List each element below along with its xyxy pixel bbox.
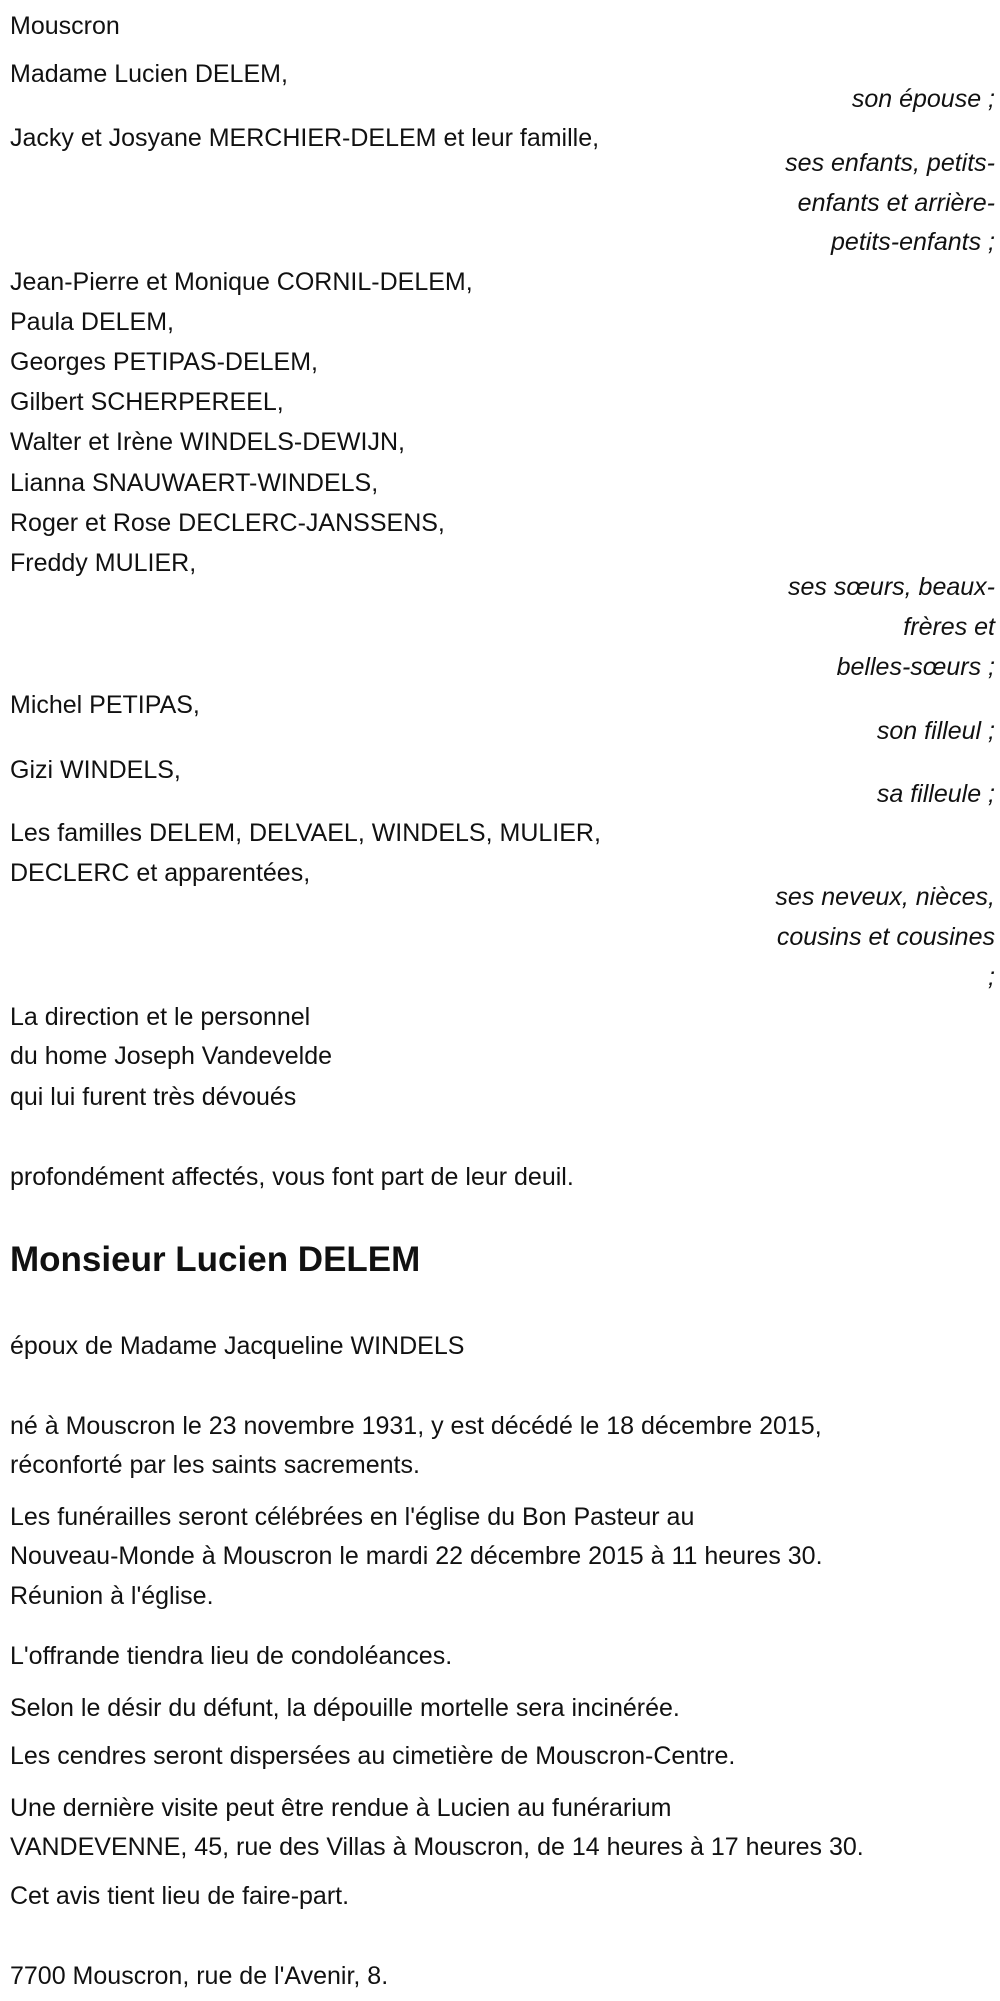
relation: ses neveux, nièces,	[775, 883, 995, 911]
family-name: Walter et Irène WINDELS-DEWIJN,	[10, 428, 405, 456]
relation: sa filleule ;	[876, 780, 995, 808]
address: 7700 Mouscron, rue de l'Avenir, 8.	[10, 1962, 389, 1990]
paragraph-line: VANDEVENNE, 45, rue des Villas à Mouscron, de 14 heures à 17 heures 30.	[10, 1833, 864, 1861]
family-name: du home Joseph Vandevelde	[10, 1042, 332, 1070]
deceased-name: Monsieur Lucien DELEM	[10, 1240, 421, 1279]
family-name: Gilbert SCHERPEREEL,	[10, 388, 284, 416]
relation: son filleul ;	[876, 717, 995, 745]
relation: frères et	[903, 613, 995, 641]
paragraph-line: né à Mouscron le 23 novembre 1931, y est décédé le 18 décembre 2015,	[10, 1412, 822, 1440]
paragraph-line: Nouveau-Monde à Mouscron le mardi 22 décembre 2015 à 11 heures 30.	[10, 1542, 823, 1570]
family-name: Georges PETIPAS-DELEM,	[10, 348, 318, 376]
family-name: Roger et Rose DECLERC-JANSSENS,	[10, 509, 445, 537]
family-name: Gizi WINDELS,	[10, 756, 181, 784]
paragraph-line: Les cendres seront dispersées au cimetière de Mouscron-Centre.	[10, 1742, 736, 1770]
family-name: Lianna SNAUWAERT-WINDELS,	[10, 469, 379, 497]
paragraph-line: Selon le désir du défunt, la dépouille mortelle sera incinérée.	[10, 1694, 680, 1722]
family-name: Les familles DELEM, DELVAEL, WINDELS, MULIER,	[10, 819, 601, 847]
relation: ses enfants, petits-	[785, 149, 995, 177]
paragraph-line: réconforté par les saints sacrements.	[10, 1451, 420, 1479]
family-name: La direction et le personnel	[10, 1003, 311, 1031]
family-name: Michel PETIPAS,	[10, 691, 200, 719]
relation: enfants et arrière-	[797, 189, 995, 217]
paragraph-line: L'offrande tiendra lieu de condoléances.	[10, 1642, 453, 1670]
family-name: Jean-Pierre et Monique CORNIL-DELEM,	[10, 268, 473, 296]
family-name: qui lui furent très dévoués	[10, 1083, 297, 1111]
relation: belles-sœurs ;	[836, 653, 995, 681]
relation: ses sœurs, beaux-	[787, 573, 995, 601]
relation: ;	[988, 963, 995, 991]
paragraph-line: Les funérailles seront célébrées en l'église du Bon Pasteur au	[10, 1503, 695, 1531]
location: Mouscron	[10, 12, 120, 40]
relation: son épouse ;	[851, 85, 995, 113]
relation: petits-enfants ;	[831, 228, 995, 256]
family-name: Paula DELEM,	[10, 308, 174, 336]
announcement: profondément affectés, vous font part de leur deuil.	[10, 1163, 574, 1191]
paragraph-line: Réunion à l'église.	[10, 1582, 214, 1610]
family-name: Freddy MULIER,	[10, 549, 197, 577]
spouse: époux de Madame Jacqueline WINDELS	[10, 1332, 465, 1360]
family-name: Madame Lucien DELEM,	[10, 60, 288, 88]
family-name: DECLERC et apparentées,	[10, 859, 311, 887]
paragraph-line: Cet avis tient lieu de faire-part.	[10, 1882, 350, 1910]
paragraph-line: Une dernière visite peut être rendue à Lucien au funérarium	[10, 1794, 672, 1822]
relation: cousins et cousines	[776, 923, 995, 951]
family-name: Jacky et Josyane MERCHIER-DELEM et leur famille,	[10, 124, 600, 152]
